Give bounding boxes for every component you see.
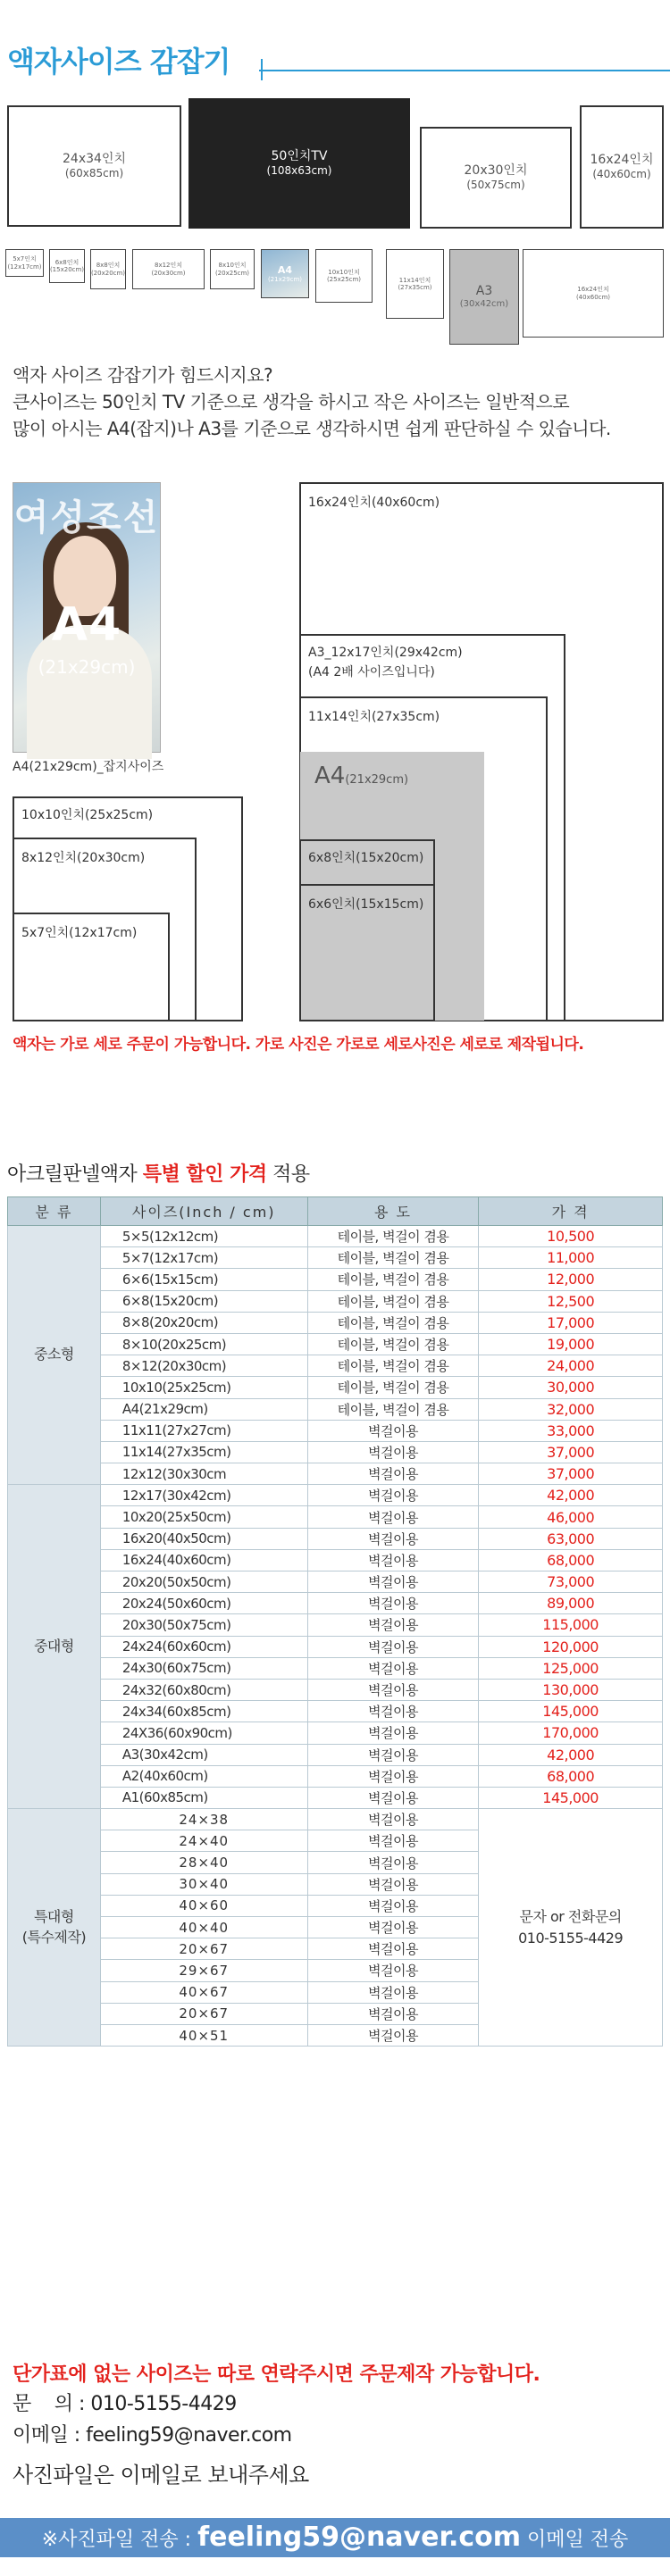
size-cell: 28×40 — [100, 1852, 307, 1873]
use-cell: 벽걸이용 — [307, 1679, 479, 1700]
small-box-dims: (20x25cm) — [214, 269, 250, 277]
table-row — [8, 1657, 663, 1679]
size-box-20x30 — [420, 127, 572, 229]
price-cell: 24,000 — [479, 1355, 663, 1377]
cover-a4-dims: (21x29cm) — [38, 656, 136, 678]
table-row — [8, 1420, 663, 1441]
use-cell: 벽걸이용 — [307, 1830, 479, 1852]
size-cell: A1(60x85cm) — [100, 1787, 307, 1808]
compare-label-6x6: 6x6인치(15x15cm) — [308, 897, 424, 912]
use-cell: 벽걸이용 — [307, 1506, 479, 1528]
size-box-name: 20x30인치 — [464, 163, 528, 179]
small-box-8x12 — [132, 249, 205, 289]
category-label: 중대형 — [33, 1637, 74, 1655]
size-box-dims: (60x85cm) — [64, 167, 124, 180]
size-box-50inch-tv — [188, 98, 410, 229]
price-cell: 37,000 — [479, 1463, 663, 1485]
use-cell: 테이블, 벽걸이 겸용 — [307, 1247, 479, 1269]
intro-line-2: 큰사이즈는 50인치 TV 기준으로 생각을 하시고 작은 사이즈는 일반적으로 — [13, 391, 570, 413]
orientation-notice: 액자는 가로 세로 주문이 가능합니다. 가로 사진은 가로로 세로사진은 세로로 제작됩니다. — [13, 1036, 584, 1054]
compare-label-a3-note: (A4 2배 사이즈입니다) — [308, 665, 435, 679]
size-box-name: 24x34인치 — [63, 152, 126, 167]
compare-label-a4-name: A4 — [314, 763, 346, 789]
table-row — [8, 1765, 663, 1787]
use-cell: 벽걸이용 — [307, 1614, 479, 1636]
small-box-name: 8x12인치 — [154, 262, 183, 270]
size-cell: A4(21x29cm) — [100, 1398, 307, 1420]
size-cell: A3(30x42cm) — [100, 1744, 307, 1765]
price-title-highlight: 특별 할인 가격 — [142, 1163, 267, 1186]
contact-email: 이메일 : feeling59@naver.com — [13, 2424, 292, 2447]
category-cell — [8, 1226, 101, 1485]
price-table-header-row — [8, 1197, 663, 1226]
header-size: 사이즈(Inch / cm) — [100, 1197, 307, 1226]
table-row — [8, 1269, 663, 1290]
use-cell: 벽걸이용 — [307, 1809, 479, 1830]
category-cell — [8, 1485, 101, 1809]
size-cell: 16x20(40x50cm) — [100, 1528, 307, 1549]
price-cell: 17,000 — [479, 1312, 663, 1333]
use-cell: 벽걸이용 — [307, 1873, 479, 1895]
small-box-dims: (20x20cm) — [90, 269, 126, 277]
use-cell: 벽걸이용 — [307, 1981, 479, 2003]
use-cell: 테이블, 벽걸이 겸용 — [307, 1333, 479, 1355]
small-box-5x7 — [5, 249, 44, 277]
contact-label: 문자 or 전화문의 — [519, 1907, 622, 1925]
use-cell: 테이블, 벽걸이 겸용 — [307, 1355, 479, 1377]
use-cell: 벽걸이용 — [307, 1938, 479, 1960]
use-cell: 벽걸이용 — [307, 1593, 479, 1614]
use-cell: 벽걸이용 — [307, 1657, 479, 1679]
use-cell: 벽걸이용 — [307, 1528, 479, 1549]
compare-label-8x12: 8x12인치(20x30cm) — [21, 851, 146, 865]
small-box-dims: (27x35cm) — [398, 284, 432, 291]
size-box-24x34 — [7, 105, 181, 227]
price-cell: 63,000 — [479, 1528, 663, 1549]
use-cell: 벽걸이용 — [307, 2003, 479, 2024]
table-row — [8, 1614, 663, 1636]
table-row — [8, 1528, 663, 1549]
price-cell: 19,000 — [479, 1333, 663, 1355]
size-cell: 8×8(20x20cm) — [100, 1312, 307, 1333]
size-box-16x24 — [580, 105, 664, 229]
size-cell: 40×60 — [100, 1895, 307, 1916]
use-cell: 테이블, 벽걸이 겸용 — [307, 1312, 479, 1333]
table-row — [8, 1441, 663, 1463]
size-cell: 20×67 — [100, 1938, 307, 1960]
price-cell: 37,000 — [479, 1441, 663, 1463]
table-row — [8, 1549, 663, 1571]
price-cell: 11,000 — [479, 1247, 663, 1269]
size-box-name: 16x24인치 — [590, 153, 654, 168]
size-cell: 40×51 — [100, 2024, 307, 2046]
table-row — [8, 1226, 663, 1247]
intro-line-1: 액자 사이즈 감잡기가 힘드시지요? — [13, 364, 273, 386]
use-cell: 벽걸이용 — [307, 1485, 479, 1506]
small-box-11x14 — [386, 249, 444, 319]
cover-a4-label: A4 — [51, 598, 122, 652]
small-box-dims: (21x29cm) — [267, 275, 303, 283]
table-row — [8, 1571, 663, 1593]
size-cell: 5×7(12x17cm) — [100, 1247, 307, 1269]
use-cell: 벽걸이용 — [307, 1722, 479, 1744]
price-cell: 145,000 — [479, 1787, 663, 1808]
small-box-8x8 — [90, 249, 126, 289]
use-cell: 벽걸이용 — [307, 1744, 479, 1765]
size-cell: 30×40 — [100, 1873, 307, 1895]
use-cell: 테이블, 벽걸이 겸용 — [307, 1269, 479, 1290]
size-cell: 20x24(50x60cm) — [100, 1593, 307, 1614]
price-cell: 145,000 — [479, 1701, 663, 1722]
compare-label-5x7: 5x7인치(12x17cm) — [21, 926, 138, 940]
size-cell: 29×67 — [100, 1960, 307, 1981]
table-row — [8, 1377, 663, 1398]
table-row — [8, 1398, 663, 1420]
small-box-8x10 — [210, 249, 255, 289]
compare-label-a4 — [314, 763, 408, 789]
compare-label-10x10: 10x10인치(25x25cm) — [21, 808, 154, 822]
size-cell: 24x30(60x75cm) — [100, 1657, 307, 1679]
small-box-name: 8x8인치 — [96, 262, 121, 270]
small-box-dims: (40x60cm) — [575, 293, 611, 301]
table-row — [8, 1787, 663, 1808]
small-box-6x8 — [49, 249, 85, 283]
compare-label-6x8: 6x8인치(15x20cm) — [308, 851, 424, 865]
banner-prefix: ※사진파일 전송 : — [41, 2529, 198, 2551]
use-cell: 벽걸이용 — [307, 1571, 479, 1593]
use-cell: 테이블, 벽걸이 겸용 — [307, 1290, 479, 1312]
price-cell: 73,000 — [479, 1571, 663, 1593]
size-cell: 24x24(60x60cm) — [100, 1636, 307, 1657]
price-cell: 89,000 — [479, 1593, 663, 1614]
size-cell: 20x30(50x75cm) — [100, 1614, 307, 1636]
use-cell: 벽걸이용 — [307, 1787, 479, 1808]
small-box-a3 — [449, 249, 519, 345]
small-box-dims: (30x42cm) — [459, 298, 509, 309]
price-cell: 46,000 — [479, 1506, 663, 1528]
price-cell: 42,000 — [479, 1744, 663, 1765]
use-cell: 벽걸이용 — [307, 2024, 479, 2046]
intro-line-3: 많이 아시는 A4(잡지)나 A3를 기준으로 생각하시면 쉽게 판단하실 수 있습니다. — [13, 418, 611, 439]
email-banner-text — [0, 2518, 670, 2557]
size-cell: 24×40 — [100, 1830, 307, 1852]
category-sublabel: (특수제작) — [21, 1928, 87, 1946]
use-cell: 테이블, 벽걸이 겸용 — [307, 1398, 479, 1420]
use-cell: 벽걸이용 — [307, 1701, 479, 1722]
size-box-name: 50인치TV — [271, 149, 328, 164]
price-cell: 120,000 — [479, 1636, 663, 1657]
table-row — [8, 1679, 663, 1700]
use-cell: 벽걸이용 — [307, 1852, 479, 1873]
size-cell: 40×67 — [100, 1981, 307, 2003]
photo-send-instruction: 사진파일은 이메일로 보내주세요 — [13, 2463, 309, 2488]
size-cell: 24x34(60x85cm) — [100, 1701, 307, 1722]
size-cell: 8×10(20x25cm) — [100, 1333, 307, 1355]
size-cell: 16x24(40x60cm) — [100, 1549, 307, 1571]
size-cell: 12x17(30x42cm) — [100, 1485, 307, 1506]
price-cell: 130,000 — [479, 1679, 663, 1700]
price-title-prefix: 아크릴판넬액자 — [7, 1163, 143, 1186]
table-row — [8, 1312, 663, 1333]
header-price: 가 격 — [479, 1197, 663, 1226]
price-cell: 125,000 — [479, 1657, 663, 1679]
size-cell: 6×6(15x15cm) — [100, 1269, 307, 1290]
use-cell: 테이블, 벽걸이 겸용 — [307, 1226, 479, 1247]
size-box-dims: (50x75cm) — [466, 179, 525, 192]
size-cell: 11x14(27x35cm) — [100, 1441, 307, 1463]
size-cell: 8×12(20x30cm) — [100, 1355, 307, 1377]
size-box-dims: (108x63cm) — [266, 164, 332, 178]
size-cell: A2(40x60cm) — [100, 1765, 307, 1787]
banner-suffix: 이메일 전송 — [521, 2529, 629, 2551]
table-row — [8, 1744, 663, 1765]
size-cell: 10x20(25x50cm) — [100, 1506, 307, 1528]
compare-label-a4-dims: (21x29cm) — [345, 773, 409, 787]
title-divider-line — [259, 70, 670, 71]
size-cell: 24×38 — [100, 1809, 307, 1830]
table-row — [8, 1593, 663, 1614]
size-cell: 5×5(12x12cm) — [100, 1226, 307, 1247]
table-row — [8, 1290, 663, 1312]
use-cell: 벽걸이용 — [307, 1463, 479, 1485]
table-row — [8, 1809, 663, 1830]
small-box-dims: (25x25cm) — [326, 276, 362, 283]
use-cell: 벽걸이용 — [307, 1420, 479, 1441]
small-box-name: 16x24인치 — [577, 286, 609, 294]
cover-caption: A4(21x29cm)_잡지사이즈 — [13, 760, 164, 774]
use-cell: 벽걸이용 — [307, 1441, 479, 1463]
price-cell: 115,000 — [479, 1614, 663, 1636]
size-cell: 20x20(50x50cm) — [100, 1571, 307, 1593]
size-box-dims: (40x60cm) — [592, 168, 651, 181]
price-cell: 42,000 — [479, 1485, 663, 1506]
use-cell: 테이블, 벽걸이 겸용 — [307, 1377, 479, 1398]
small-box-a4-magazine — [261, 249, 309, 298]
small-box-name: A4 — [277, 263, 293, 276]
table-row — [8, 1355, 663, 1377]
small-box-name: 6x8인치 — [54, 258, 80, 266]
price-cell: 32,000 — [479, 1398, 663, 1420]
size-cell: 24x32(60x80cm) — [100, 1679, 307, 1700]
price-cell: 33,000 — [479, 1420, 663, 1441]
use-cell: 벽걸이용 — [307, 1765, 479, 1787]
price-cell: 170,000 — [479, 1722, 663, 1744]
table-row — [8, 1485, 663, 1506]
price-cell: 10,500 — [479, 1226, 663, 1247]
contact-phone-number: 010-5155-4429 — [518, 1929, 624, 1947]
category-label: 특대형 — [33, 1908, 74, 1926]
header-use: 용 도 — [307, 1197, 479, 1226]
header-category: 분 류 — [8, 1197, 101, 1226]
use-cell: 벽걸이용 — [307, 1636, 479, 1657]
price-title-suffix: 적용 — [266, 1163, 310, 1186]
price-cell: 68,000 — [479, 1549, 663, 1571]
table-row — [8, 1333, 663, 1355]
size-cell: 12x12(30x30cm — [100, 1463, 307, 1485]
small-box-dims: (15x20cm) — [49, 266, 85, 273]
size-cell: 40×40 — [100, 1917, 307, 1938]
category-cell — [8, 1809, 101, 2047]
contact-phone: 문 의 : 010-5155-4429 — [13, 2393, 237, 2415]
use-cell: 벽걸이용 — [307, 1917, 479, 1938]
table-row — [8, 1722, 663, 1744]
contact-cell — [479, 1809, 663, 2047]
size-cell: 11x11(27x27cm) — [100, 1420, 307, 1441]
small-box-name: 11x14인치 — [398, 276, 431, 284]
small-box-name: 8x10인치 — [218, 262, 247, 270]
price-section-title — [7, 1159, 310, 1187]
table-row — [8, 1636, 663, 1657]
compare-label-16x24: 16x24인치(40x60cm) — [308, 496, 440, 510]
size-cell: 6×8(15x20cm) — [100, 1290, 307, 1312]
small-box-name: 5x7인치 — [13, 255, 37, 263]
compare-label-a3: A3_12x17인치(29x42cm) — [308, 646, 463, 660]
table-row — [8, 1247, 663, 1269]
use-cell: 벽걸이용 — [307, 1895, 479, 1916]
price-cell: 68,000 — [479, 1765, 663, 1787]
table-row — [8, 1506, 663, 1528]
price-cell: 30,000 — [479, 1377, 663, 1398]
size-cell: 24X36(60x90cm) — [100, 1722, 307, 1744]
category-label: 중소형 — [33, 1346, 74, 1363]
cover-magazine-title: 여성조선 — [13, 497, 160, 538]
price-cell: 12,500 — [479, 1290, 663, 1312]
size-cell: 20×67 — [100, 2003, 307, 2024]
table-row — [8, 1701, 663, 1722]
size-cell: 10x10(25x25cm) — [100, 1377, 307, 1398]
small-box-name: A3 — [475, 284, 493, 299]
small-box-name: 10x10인치 — [328, 268, 360, 276]
custom-order-notice: 단가표에 없는 사이즈는 따로 연락주시면 주문제작 가능합니다. — [13, 2363, 540, 2386]
compare-label-11x14: 11x14인치(27x35cm) — [308, 710, 440, 724]
price-table — [7, 1196, 663, 2047]
small-box-dims: (12x17cm) — [7, 263, 42, 271]
use-cell: 벽걸이용 — [307, 1549, 479, 1571]
page-title: 액자사이즈 감잡기 — [7, 45, 230, 79]
small-box-dims: (20x30cm) — [151, 269, 186, 277]
table-row — [8, 1463, 663, 1485]
use-cell: 벽걸이용 — [307, 1960, 479, 1981]
price-cell: 12,000 — [479, 1269, 663, 1290]
banner-email[interactable]: feeling59@naver.com — [197, 2522, 522, 2553]
small-box-16x24 — [523, 249, 664, 338]
small-box-10x10 — [315, 249, 373, 303]
